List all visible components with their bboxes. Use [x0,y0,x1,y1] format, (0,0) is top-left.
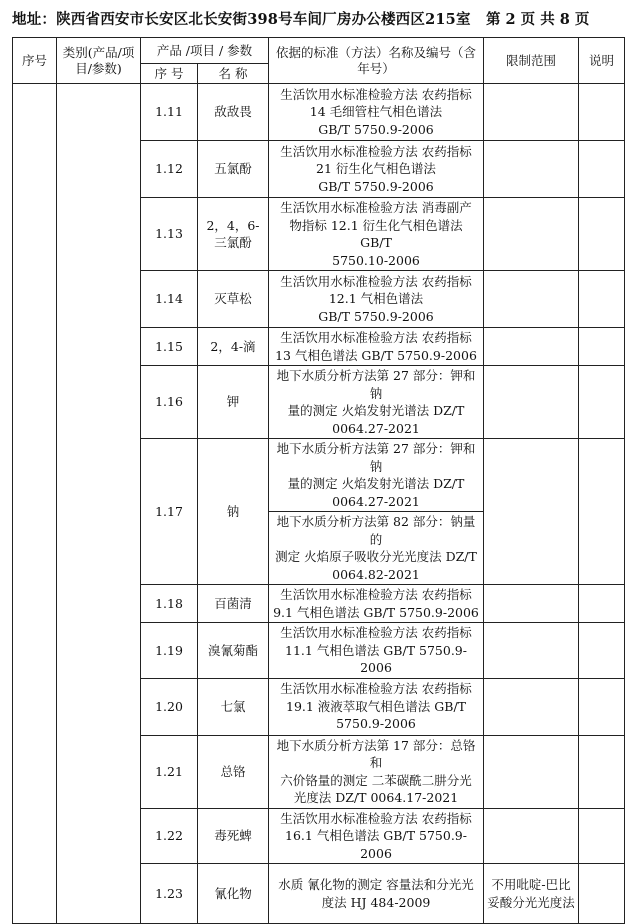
standard-line: 地下水质分析方法第 17 部分：总铬和 [276,737,476,770]
item-number: 1.15 [141,328,198,366]
item-name: 百菌清 [198,585,269,623]
limit-cell [484,366,579,439]
standard-line: 生活饮用水标准检验方法 农药指标 [280,86,472,102]
note-cell [579,328,625,366]
col-limit: 限制范围 [484,38,579,84]
item-name: 毒死蜱 [198,808,269,864]
standard-line: 量的测定 火焰发射光谱法 DZ/T [287,476,465,491]
col-name: 名 称 [198,64,269,84]
standard-line: 9.1 气相色谱法 GB/T 5750.9-2006 [273,604,479,620]
col-seq: 序号 [13,38,57,84]
col-product-group: 产品 /项目 / 参数 [141,38,269,64]
item-name: 2，4-滴 [198,328,269,366]
standard-line: 水质 氰化物的测定 容量法和分光光 [278,877,474,892]
item-name: 总铬 [198,735,269,808]
item-name: 七氯 [198,678,269,735]
item-number: 1.11 [141,84,198,141]
address-text: 陕西省西安市长安区北长安街398号车间厂房办公楼西区215室 [56,11,471,28]
standard-cell [269,198,484,271]
standard-line: 5750.10-2006 [332,252,420,268]
limit-cell [484,271,579,328]
address-line [12,8,471,29]
item-name: 溴氰菊酯 [198,623,269,679]
standard-line: 13 气相色谱法 GB/T 5750.9-2006 [275,347,477,363]
limit-cell [484,141,579,198]
standard-line: 生活饮用水标准检验方法 消毒副产 [280,200,472,215]
standard-line: GB/T 5750.9-2006 [318,121,434,137]
item-name: 敌敌畏 [198,84,269,141]
item-number: 1.12 [141,141,198,198]
col-category: 类别(产品/项目/参数) [57,38,141,84]
note-cell [579,808,625,864]
item-name: 灭草松 [198,271,269,328]
item-number: 1.14 [141,271,198,328]
limit-cell [484,585,579,623]
note-cell [579,678,625,735]
standard-line: 地下水质分析方法第 27 部分：钾和钠 [276,368,476,401]
table-row [13,84,625,141]
note-cell [579,141,625,198]
standard-line: 19.1 液液萃取气相色谱法 GB/T [286,698,466,714]
limit-cell [484,198,579,271]
capability-table [12,37,625,924]
standard-cell [269,678,484,735]
standard-line: GB/T 5750.9-2006 [318,308,434,324]
col-num: 序 号 [141,64,198,84]
note-cell [579,735,625,808]
item-name: 五氯酚 [198,141,269,198]
standard-line: 地下水质分析方法第 82 部分：钠量的 [276,514,476,547]
col-note: 说明 [579,38,625,84]
limit-cell [484,678,579,735]
standard-line: 测定 火焰原子吸收分光光度法 DZ/T [275,549,477,564]
standard-line: 16.1 气相色谱法 GB/T 5750.9-2006 [285,828,467,861]
standard-cell [269,84,484,141]
standard-cell [269,585,484,623]
standard-line: 物指标 12.1 衍生化气相色谱法 GB/T [289,217,463,250]
standard-cell [269,735,484,808]
limit-cell [484,84,579,141]
note-cell [579,585,625,623]
note-cell [579,198,625,271]
address-label: 地址： [12,11,57,28]
standard-line: 生活饮用水标准检验方法 农药指标 [280,330,472,345]
note-cell [579,439,625,585]
standard-cell [269,623,484,679]
note-cell [579,864,625,924]
standard-line: 生活饮用水标准检验方法 农药指标 [280,587,472,602]
item-number: 1.19 [141,623,198,679]
standard-line: 0064.82-2021 [332,566,420,582]
standard-line: 0064.27-2021 [332,493,420,509]
note-cell [579,271,625,328]
standard-line: 地下水质分析方法第 27 部分：钾和钠 [276,441,476,474]
item-number: 1.21 [141,735,198,808]
item-name: 钠 [198,439,269,585]
standard-line: 量的测定 火焰发射光谱法 DZ/T [287,403,465,418]
limit-cell [484,328,579,366]
item-number: 1.18 [141,585,198,623]
standard-cell [269,864,484,924]
standard-line: 14 毛细管柱气相色谱法 [309,104,443,120]
limit-cell [484,735,579,808]
standard-cell [269,141,484,198]
item-number: 1.23 [141,864,198,924]
item-number: 1.16 [141,366,198,439]
standard-line: GB/T 5750.9-2006 [318,178,434,194]
standard-line: 度法 HJ 484-2009 [321,894,431,910]
limit-cell [484,439,579,585]
standard-line: 生活饮用水标准检验方法 农药指标 [280,625,472,640]
page-indicator: 第 2 页 共 8 页 [486,11,590,28]
item-name: 钾 [198,366,269,439]
note-cell [579,84,625,141]
standard-line: 生活饮用水标准检验方法 农药指标 [280,681,472,697]
col-standard: 依据的标准（方法）名称及编号（含年号） [269,38,484,84]
standard-line: 12.1 气相色谱法 [328,291,424,307]
note-cell [579,366,625,439]
standard-line: 生活饮用水标准检验方法 农药指标 [280,810,472,826]
standard-line: 光度法 DZ/T 0064.17-2021 [293,790,459,805]
standard-cell [269,366,484,439]
limit-cell [484,623,579,679]
item-name: 2，4，6-三氯酚 [198,198,269,271]
item-name: 氰化物 [198,864,269,924]
limit-cell: 不用吡啶-巴比妥酸分光光度法 [484,864,579,924]
standard-line: 11.1 气相色谱法 GB/T 5750.9-2006 [285,642,467,675]
standard-line: 5750.9-2006 [336,716,416,732]
seq-cell [13,84,57,924]
table-body [13,84,625,924]
standard-cell [269,328,484,366]
item-number: 1.13 [141,198,198,271]
note-cell [579,623,625,679]
item-number: 1.20 [141,678,198,735]
standard-line: 0064.27-2021 [332,420,420,436]
page-header [0,8,644,34]
standard-line: 21 衍生化气相色谱法 [316,161,436,177]
standard-cell [269,271,484,328]
standard-line: 生活饮用水标准检验方法 农药指标 [280,273,472,289]
item-number: 1.22 [141,808,198,864]
standard-line: 六价铬量的测定 二苯碳酰二肼分光 [280,772,472,788]
standard-cell [269,512,484,585]
standard-cell [269,808,484,864]
limit-cell [484,808,579,864]
standard-line: 生活饮用水标准检验方法 农药指标 [280,143,472,159]
category-cell [57,84,141,924]
standard-cell [269,439,484,512]
item-number: 1.17 [141,439,198,585]
